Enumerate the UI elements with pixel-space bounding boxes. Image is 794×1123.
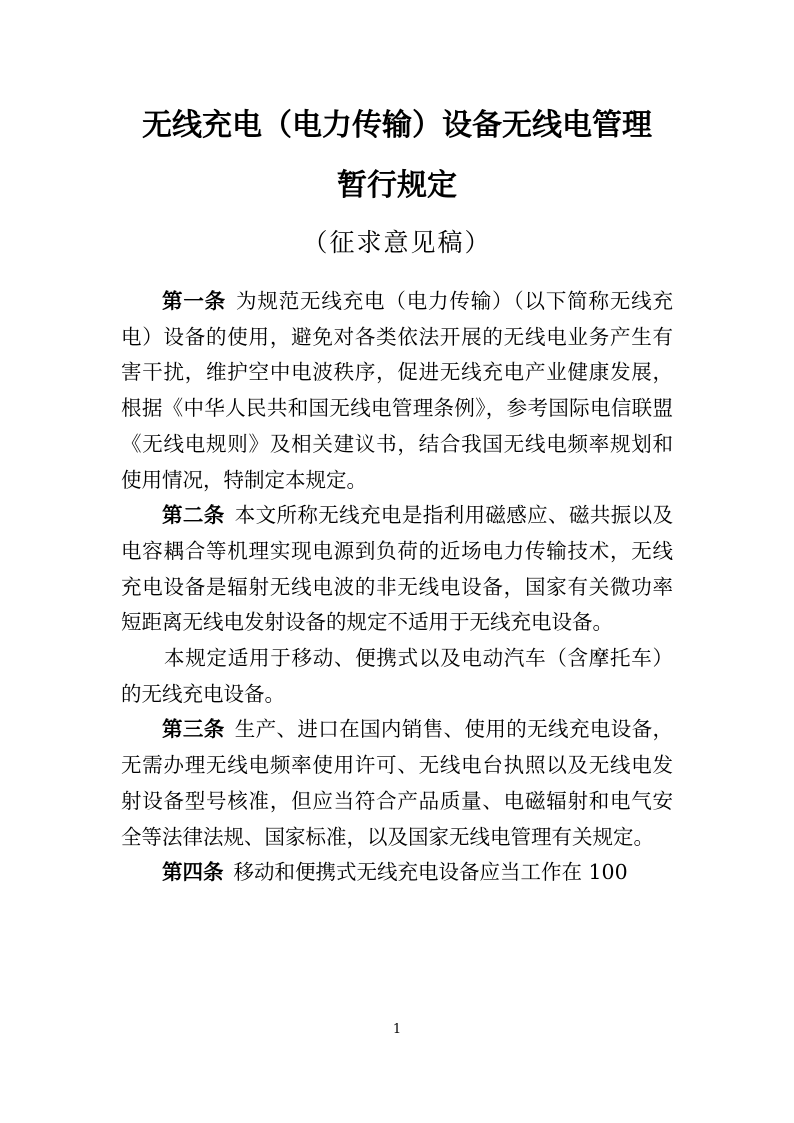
article-1 <box>121 284 673 498</box>
article-2 <box>121 498 673 641</box>
document-title-line-2: 暂行规定 <box>337 168 457 203</box>
article-text: 本规定适用于移动、便携式以及电动汽车（含摩托车）的无线充电设备。 <box>121 646 673 706</box>
article-text: 本文所称无线充电是指利用磁感应、磁共振以及电容耦合等机理实现电源到负荷的近场电力传输技术，无线充电设备是辐射无线电波的非无线电设备，国家有关微功率短距离无线电发射设备的规定不适用于无线充电设备。 <box>121 503 674 635</box>
article-3 <box>121 712 673 855</box>
article-label: 第二条 <box>162 503 225 528</box>
article-label: 第四条 <box>162 860 224 885</box>
article-label: 第三条 <box>162 717 225 742</box>
document-subtitle: （征求意见稿） <box>302 228 492 257</box>
article-text: 为规范无线充电（电力传输）（以下简称无线充电）设备的使用，避免对各类依法开展的无线电业务产生有害干扰，维护空中电波秩序，促进无线充电产业健康发展，根据《中华人民共和国无线电管理条例》，参考国际电信联盟《无线电规则》及相关建议书，结合我国无线电频率规划和使用情况，特制定本规定。 <box>121 289 674 492</box>
article-2-paragraph-2 <box>121 641 673 712</box>
document-body <box>121 284 673 891</box>
article-text: 移动和便携式无线充电设备应当工作在 100 <box>233 860 628 885</box>
article-text: 生产、进口在国内销售、使用的无线充电设备，无需办理无线电频率使用许可、无线电台执照以及无线电发射设备型号核准，但应当符合产品质量、电磁辐射和电气安全等法律法规、国家标准，以及国家无线电管理有关规定。 <box>121 717 674 849</box>
document-title-line-1: 无线充电（电力传输）设备无线电管理 <box>142 108 652 143</box>
article-label: 第一条 <box>162 289 227 313</box>
page-number: 1 <box>392 1022 402 1037</box>
article-4 <box>121 855 673 891</box>
